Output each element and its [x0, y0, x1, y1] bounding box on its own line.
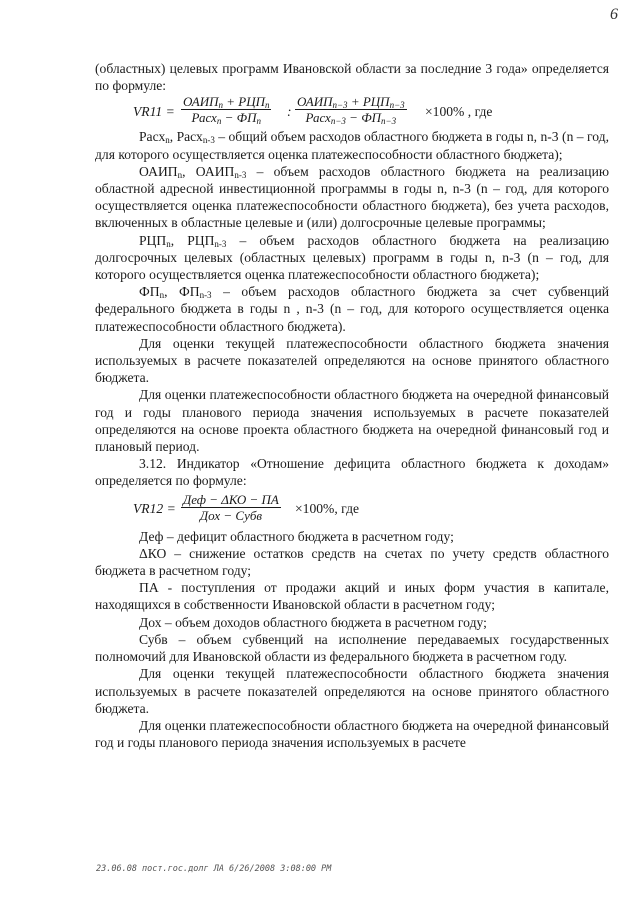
fraction-current [181, 94, 271, 125]
paragraph-indicator-312: 3.12. Индикатор «Отношение дефицита областного бюджета к доходам» определяется по формуле: [95, 456, 609, 489]
definition-oaip: $ОАИП_n$, $ОАИП_{n-3}$ – объем расходов областного бюджета на реализацию областной адресной инвестиционной программы в годы n, n-3 (n – год, для которого осуществляется оценка платежеспособности областного бюджета), без учета расходов, включенных в областные целевые и (или) долгосрочные целевые программы; [95, 163, 609, 231]
paragraph-next-year-assessment: Для оценки платежеспособности областного бюджета на очередной финансовый год и годы планового периода значения используемых в расчете показателей определяются на основе проекта областного бюджета на очередной финансовый год и плановый период. [95, 387, 609, 455]
paragraph-current-assessment: Для оценки текущей платежеспособности областного бюджета значения используемых в расчете показателей определяются на основе принятого областного бюджета. [95, 335, 609, 386]
definition-pa: ПА - поступления от продажи акций и иных форм участия в капитале, находящихся в собственности Ивановской области в расчетном году; [95, 580, 609, 613]
formula-divider: : [287, 104, 292, 120]
paragraph-intro: (областных) целевых программ Ивановской области за последние 3 года» определяется по формуле: [95, 61, 609, 94]
fraction-numerator: $ОАИП_n + РЦП_n$ [183, 94, 270, 111]
fraction-denominator: Расх$_n$ − $ФП_n$ [191, 110, 261, 127]
formula-lhs: VR12 = [133, 500, 176, 516]
footer-stamp: 23.06.08 пост.гос.долг ЛА 6/26/2008 3:08:00 PM [96, 864, 332, 874]
formula-tail: ×100% , где [425, 104, 493, 120]
fraction-denominator: Расх$_{n-3}$ − $ФП_{n-3}$ [305, 110, 397, 127]
document-body [95, 60, 609, 751]
definition-fp: $ФП_n$, $ФП_{n-3}$ – объем расходов областного бюджета за счет субвенций федерального бюджета в годы n , n-3 (n – год, для которого осуществляется оценка платежеспособности областного бюджета). [95, 284, 609, 334]
formula-vr11 [95, 94, 609, 128]
fraction-numerator: Деф − ΔКО − ПА [183, 491, 279, 507]
definition-def: Деф – дефицит областного бюджета в расчетном году; [139, 528, 454, 544]
definition-doh: Дох – объем доходов областного бюджета в расчетном году; [139, 614, 487, 630]
fraction-denominator: Дох − Субв [199, 507, 263, 523]
page-number: 6 [610, 6, 618, 23]
formula-vr12 [95, 490, 609, 528]
fraction-deficit [181, 492, 281, 523]
fraction-prior [295, 94, 407, 125]
formula-lhs: VR11 = [133, 104, 175, 120]
fraction-numerator: $ОАИП_{n-3} + РЦП_{n-3}$ [297, 94, 405, 111]
formula-tail: ×100%, где [295, 500, 360, 516]
definition-rcp: $РЦП_n$, $РЦП_{n-3}$ – объем расходов областного бюджета на реализацию долгосрочных целевых (областных целевых) программ в годы n, n-3 (n – год, для которого осуществляется оценка платежеспособности областного бюджета); [95, 232, 609, 283]
definition-rash: Расх$_n$, Расх$_{n-3}$ – общий объем расходов областного бюджета в годы n, n-3 (n – год, для которого осуществляется оценка платежеспособности областного бюджета); [95, 129, 609, 162]
definition-dko: ΔКО – снижение остатков средств на счетах по учету средств областного бюджета в расчетном году; [95, 545, 609, 579]
paragraph-next-year-assessment-2: Для оценки платежеспособности областного бюджета на очередной финансовый год и годы планового периода значения используемых в расчете [95, 717, 609, 751]
definition-subv: Субв – объем субвенций на исполнение передаваемых государственных полномочий для Ивановской области из федерального бюджета в расчетном году. [95, 631, 609, 665]
paragraph-current-assessment-2: Для оценки текущей платежеспособности областного бюджета значения используемых в расчете показателей определяются на основе принятого областного бюджета. [95, 666, 609, 716]
